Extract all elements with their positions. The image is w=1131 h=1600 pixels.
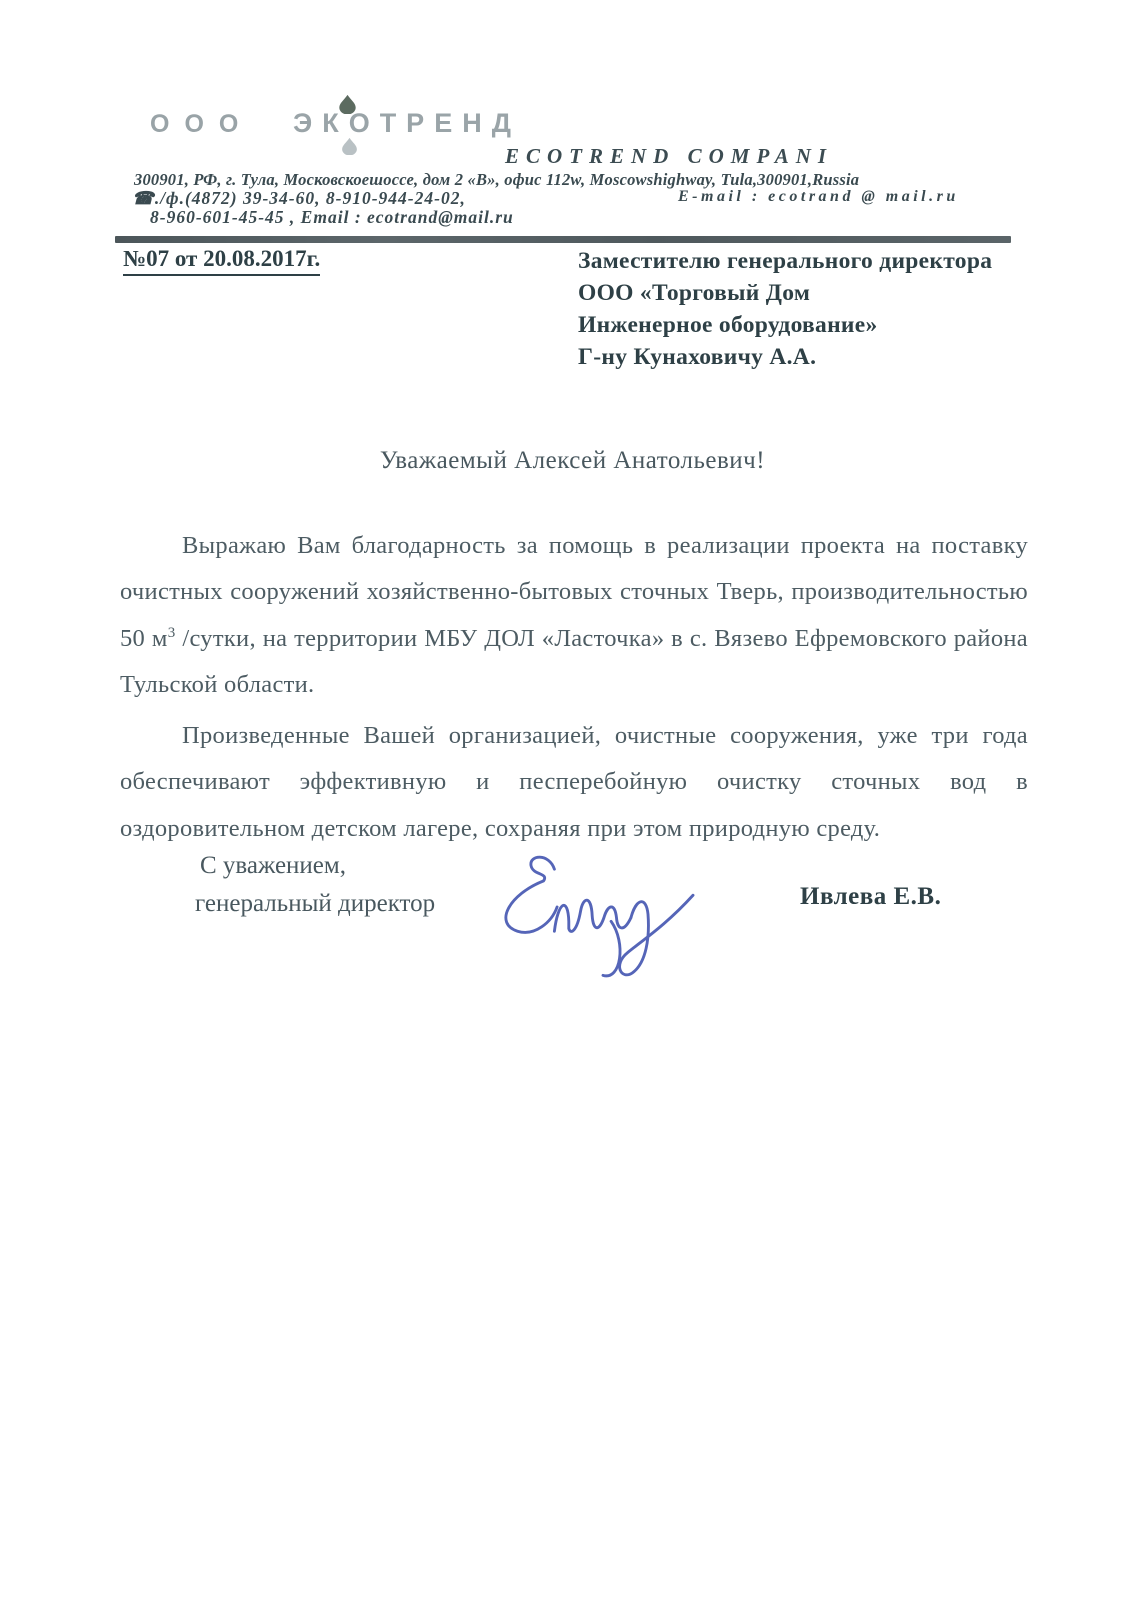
header-divider-bar <box>115 236 1011 243</box>
body-paragraph-1 <box>120 523 1028 709</box>
phone-line-1 <box>132 188 466 209</box>
addressee-line: Инженерное оборудование» <box>578 312 878 338</box>
closing-line: С уважением, <box>200 852 346 879</box>
phone-icon: ☎ <box>132 188 155 208</box>
addressee-line: Заместителю генерального директора <box>578 248 993 274</box>
paragraph-text: Выражаю Вам благодарность за помощь в реализации проекта на поставку очистных сооружений хозяйственно-бытовых сточных Тверь, производительностью 50 м <box>120 531 1028 652</box>
leaf-icon <box>341 137 358 160</box>
salutation: Уважаемый Алексей Анатольевич! <box>379 447 766 474</box>
body-paragraph-2: Произведенные Вашей организацией, очистные сооружения, уже три года обеспечивают эффективную и песперебойную очистку сточных вод в оздоровительном детском лагере, сохраняя при этом природную среду. <box>120 721 1028 842</box>
addressee-block <box>578 245 992 373</box>
phone-numbers: ./ф.(4872) 39-34-60, 8-910-944-24-02, <box>154 188 466 208</box>
phone-line-2: 8-960-601-45-45 , Email : ecotrand@mail.ru <box>150 207 514 227</box>
signer-name: Ивлева Е.В. <box>800 883 942 910</box>
signature-image <box>468 845 738 1000</box>
signer-title: генеральный директор <box>195 890 436 917</box>
header-email: E-mail : ecotrand @ mail.ru <box>678 188 959 205</box>
addressee-line: ООО «Торговый Дом <box>578 280 811 306</box>
superscript-cubed: 3 <box>167 624 176 641</box>
address-line: 300901, РФ, г. Тула, Московскоешоссе, дом 2 «В», офис 112w, Moscowshighway, Tula,300901,Russia <box>134 170 860 189</box>
company-name-en: ECOTREND COMPANI <box>505 144 834 168</box>
logo-ooo-text: ООО <box>150 110 254 138</box>
paragraph-text: /сутки, на территории МБУ ДОЛ «Ласточка» в с. Вязево Ефремовского района Тульской области. <box>120 624 1028 698</box>
logo-company-text: ЭКОТРЕНД <box>293 108 521 138</box>
reference-number: №07 от 20.08.2017г. <box>123 246 320 276</box>
addressee-line: Г-ну Кунаховичу А.А. <box>578 344 817 370</box>
